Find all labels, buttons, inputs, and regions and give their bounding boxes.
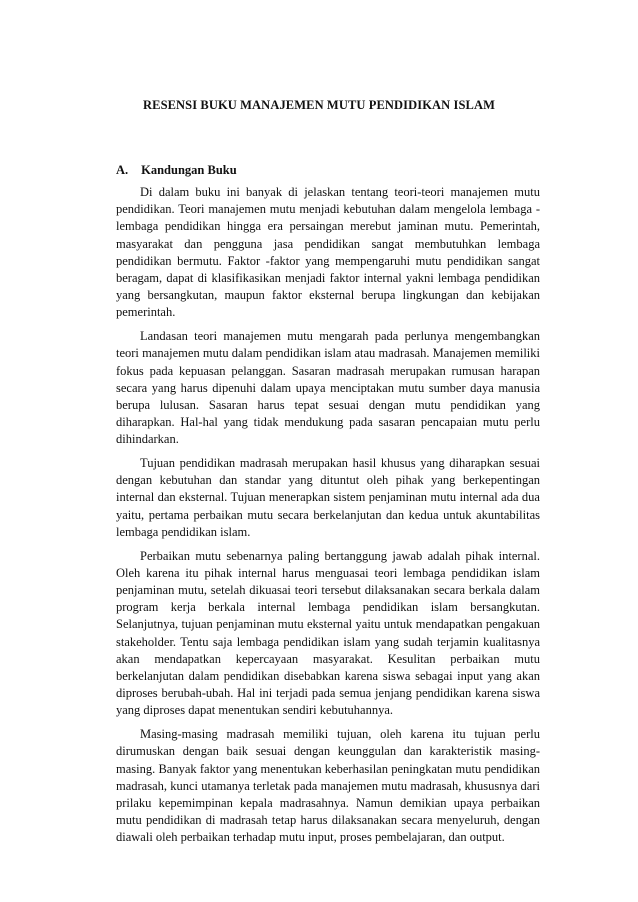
paragraph-2: Landasan teori manajemen mutu mengarah pada perlunya mengembangkan teori manajemen mutu dalam pendidikan islam atau madrasah. Manajemen memiliki fokus pada kepuasan pelanggan. Sasaran madrasah merupakan rumusan harapan secara yang harus dipenuhi dalam upaya menciptakan mutu sumber daya manusia berupa lulusan. Sasaran harus tepat sesuai dengan mutu pendidikan yang diharapkan. Hal-hal yang tidak mendukung pada sasaran pencapaian mutu perlu dihindarkan. (116, 329, 540, 447)
paragraph-4: Perbaikan mutu sebenarnya paling bertanggung jawab adalah pihak internal. Oleh karena itu pihak internal harus menguasai teori lembaga pendidikan islam penjaminan mutu, setelah dikuasai teori tersebut dilaksanakan secara berkala dalam program kerja berkala internal lembaga pendidikan islam bersangkutan. Selanjutnya, tujuan penjaminan mutu eksternal yaitu untuk mendapatkan pengakuan stakeholder. Tentu saja lembaga pendidikan islam yang sudah terjamin kualitasnya akan mendapatkan kepercayaan masyarakat. Kesulitan perbaikan mutu berkelanjutan dalam pendidikan disebabkan karena siswa sebagai input yang akan diproses berubah-ubah. Hal ini terjadi pada semua jenjang pendidikan karena siswa yang diproses dapat menentukan sendiri kebutuhannya. (116, 548, 540, 718)
paragraph-5: Masing-masing madrasah memiliki tujuan, oleh karena itu tujuan perlu dirumuskan dengan baik sesuai dengan keunggulan dan karakteristik masing-masing. Banyak faktor yang menentukan keberhasilan peningkatan mutu pendidikan madrasah, kunci utamanya terletak pada manajemen mutu madrasah, khususnya dari prilaku kepemimpinan kepala madrasahnya. Namun demikian upaya perbaikan mutu pendidikan di madrasah tetap harus dilaksanakan secara menyeluruh, dengan diawali oleh perbaikan terhadap mutu input, proses pembelajaran, dan output. (116, 727, 540, 845)
section-heading-text: Kandungan Buku (141, 163, 237, 177)
paragraph-1: Di dalam buku ini banyak di jelaskan tentang teori-teori manajemen mutu pendidikan. Teori manajemen mutu menjadi kebutuhan dalam mengelola lembaga - lembaga pendidikan hingga era persaingan merebut jaminan mutu. Pemerintah, masyarakat dan pengguna jasa pendidikan sangat membutuhkan lembaga pendidikan bermutu. Faktor -faktor yang mempengaruhi mutu pendidikan sangat beragam, dapat di klasifikasikan menjadi faktor internal yakni lembaga pendidikan yang bersangkutan, maupun faktor eksternal berupa lingkungan dan kebijakan pemerintah. (116, 185, 540, 320)
section-label: A. (116, 163, 129, 177)
paragraph-3: Tujuan pendidikan madrasah merupakan hasil khusus yang diharapkan sesuai dengan kebutuhan dan standar yang dituntut oleh pihak yang berkepentingan internal dan eksternal. Tujuan menerapkan sistem penjaminan mutu internal ada dua yaitu, pertama perbaikan mutu secara berkelanjutan dan kedua untuk akuntabilitas lembaga pendidikan islam. (116, 456, 540, 539)
document-body (116, 184, 540, 853)
section-heading (116, 163, 237, 178)
document-title: RESENSI BUKU MANAJEMEN MUTU PENDIDIKAN ISLAM (143, 98, 495, 112)
